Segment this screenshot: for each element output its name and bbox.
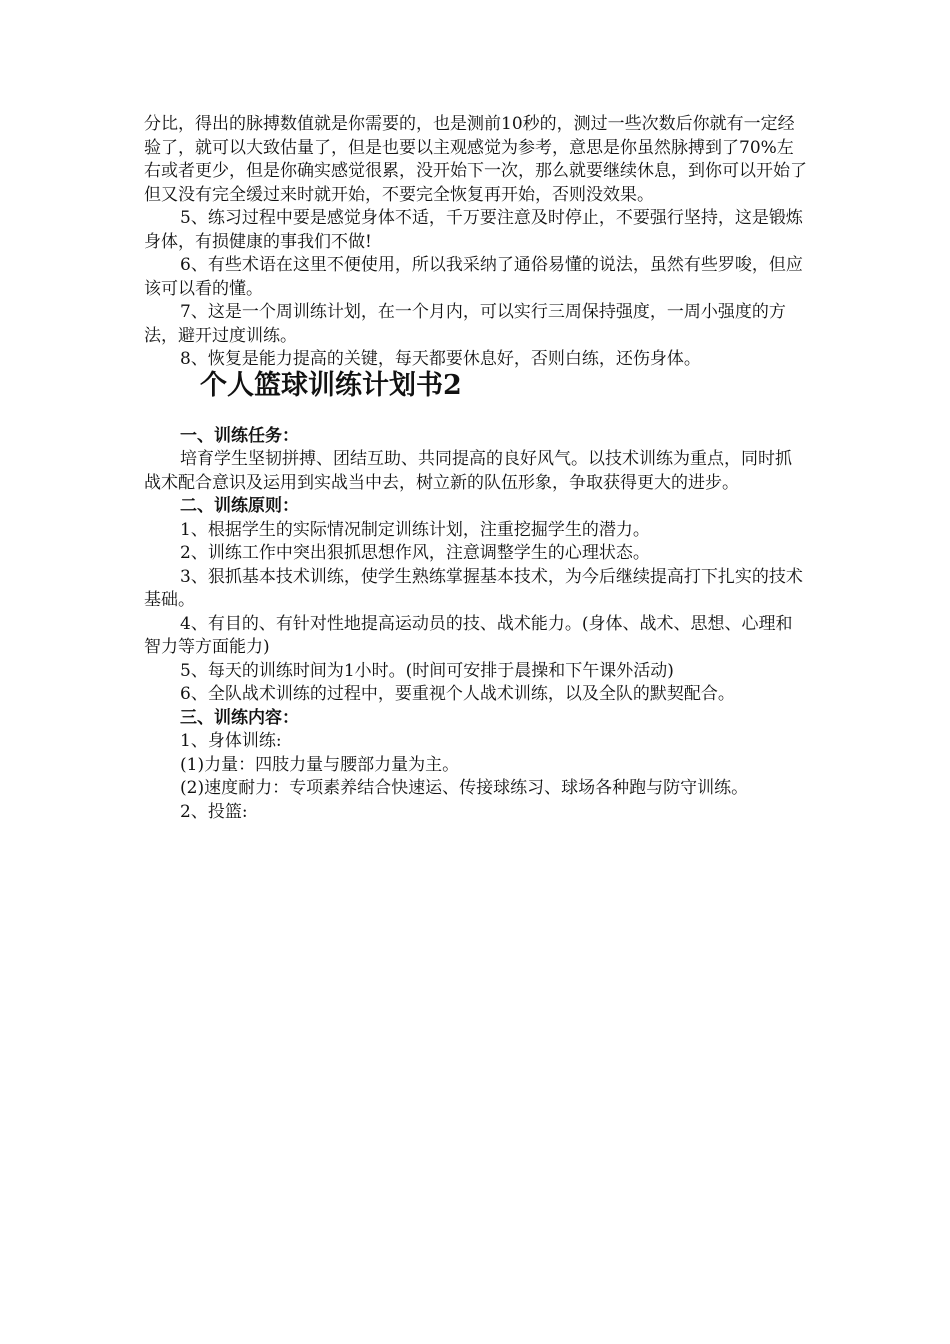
section-heading-principles: 二、训练原则： [180,496,299,516]
section-heading-content: 三、训练内容： [180,707,299,728]
principle-item: 2、训练工作中突出狠抓思想作风，注意调整学生的心理状态。 [180,543,650,563]
note-6: 6、有些术语在这里不便使用，所以我采纳了通俗易懂的说法，虽然有些罗唆，但应该可以看的懂。 [144,255,803,299]
note-5: 5、练习过程中要是感觉身体不适，千万要注意及时停止，不要强行坚持，这是锻炼身体，有损健康的事我们不做! [144,208,803,252]
tasks-paragraph: 培育学生坚韧拼搏、团结互助、共同提高的良好风气。以技术训练为重点，同时抓战术配合意识及运用到实战当中去，树立新的队伍形象，争取获得更大的进步。 [144,449,792,493]
document-title: 个人篮球训练计划书2 [200,369,462,401]
principle-item: 4、有目的、有针对性地提高运动员的技、战术能力。(身体、战术、思想、心理和智力等方面能力) [144,613,793,657]
content-item: 1、身体训练: [180,731,282,751]
content-item: 2、投篮: [180,801,248,822]
continuation-paragraph: 分比，得出的脉搏数值就是你需要的，也是测前10秒的，测过一些次数后你就有一定经验了，就可以大致估量了，但是也要以主观感觉为参考，意思是你虽然脉搏到了70%左右或者更少，但是你确实感觉很累，没开始下一次，那么就要继续休息，到你可以开始了但又没有完全缓过来时就开始，不要完全恢复再开始，否则没效果。 [144,114,807,205]
content-item: (2)速度耐力：专项素养结合快速运、传接球练习、球场各种跑与防守训练。 [180,778,749,798]
principle-item: 5、每天的训练时间为1小时。(时间可安排于晨操和下午课外活动) [180,660,674,681]
principle-item: 1、根据学生的实际情况制定训练计划，注重挖掘学生的潜力。 [180,519,650,540]
document-page [144,113,808,824]
note-8: 8、恢复是能力提高的关键，每天都要休息好，否则白练，还伤身体。 [180,349,701,369]
section-heading-tasks: 一、训练任务： [180,425,299,446]
note-7: 7、这是一个周训练计划，在一个月内，可以实行三周保持强度，一周小强度的方法，避开过度训练。 [144,302,786,346]
content-item: (1)力量：四肢力量与腰部力量为主。 [180,754,460,775]
principle-item: 3、狠抓基本技术训练，使学生熟练掌握基本技术，为今后继续提高打下扎实的技术基础。 [144,566,803,610]
principle-item: 6、全队战术训练的过程中，要重视个人战术训练，以及全队的默契配合。 [180,684,735,704]
